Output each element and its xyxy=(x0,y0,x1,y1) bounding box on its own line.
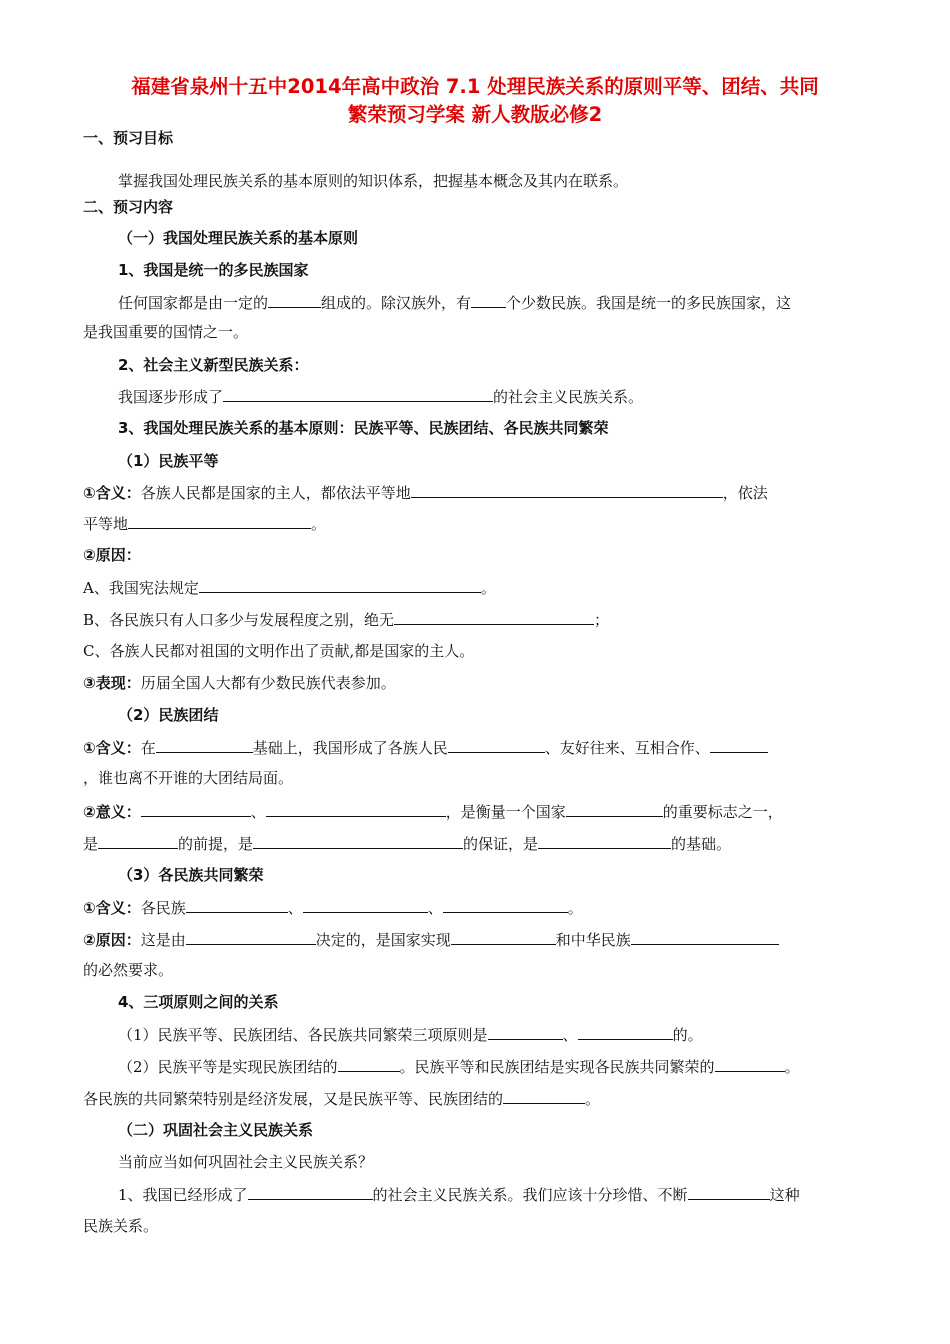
text-line: ，谁也离不开谁的大团结局面。 xyxy=(83,769,294,787)
principle-heading-unity: （2）民族团结 xyxy=(118,706,219,724)
point-heading-1: 1、我国是统一的多民族国家 xyxy=(118,261,309,279)
text: 平等地 xyxy=(83,515,129,533)
fill-blank[interactable] xyxy=(688,1184,770,1200)
text: 任何国家都是由一定的 xyxy=(118,294,269,312)
fill-blank[interactable] xyxy=(268,292,321,308)
fill-line xyxy=(83,513,326,534)
text: 。 xyxy=(311,515,327,533)
fill-line xyxy=(83,737,768,758)
text-line: 是我国重要的国情之一。 xyxy=(83,323,249,341)
label: ①含义： xyxy=(83,739,141,757)
fill-blank[interactable] xyxy=(451,929,556,945)
subsection-heading-principles: （一）我国处理民族关系的基本原则 xyxy=(118,229,359,247)
fill-blank[interactable] xyxy=(248,1184,373,1200)
text: B、各民族只有人口多少与发展程度之别，绝无 xyxy=(83,611,395,629)
text: 个少数民族。我国是统一的多民族国家，这 xyxy=(506,294,792,312)
fill-blank[interactable] xyxy=(715,1056,785,1072)
document-title xyxy=(70,73,880,129)
fill-blank[interactable] xyxy=(503,1088,585,1104)
label-reasons: ②原因： xyxy=(83,546,141,564)
fill-blank[interactable] xyxy=(186,929,316,945)
fill-line xyxy=(83,897,583,918)
text: 、友好往来、互相合作、 xyxy=(544,739,710,757)
text: 历届全国人大都有少数民族代表参加。 xyxy=(140,674,396,692)
text: 。 xyxy=(585,1090,601,1108)
fill-line xyxy=(83,577,496,598)
fill-line xyxy=(118,292,791,313)
fill-blank[interactable] xyxy=(253,833,463,849)
fill-blank[interactable] xyxy=(538,833,671,849)
text: 、 xyxy=(250,803,266,821)
text: ； xyxy=(594,611,610,629)
fill-blank[interactable] xyxy=(223,386,493,402)
fill-blank[interactable] xyxy=(266,801,446,817)
text: 的基础。 xyxy=(671,835,732,853)
label: ②意义： xyxy=(83,803,141,821)
fill-line xyxy=(118,1024,703,1045)
text: 、 xyxy=(562,1026,578,1044)
fill-line xyxy=(118,1056,800,1077)
fill-blank[interactable] xyxy=(303,897,428,913)
principle-heading-equality: （1）民族平等 xyxy=(118,452,219,470)
text: 的。 xyxy=(672,1026,703,1044)
point-heading-2: 2、社会主义新型民族关系： xyxy=(118,356,309,374)
text-line: 的必然要求。 xyxy=(83,961,174,979)
text: 。 xyxy=(784,1058,800,1076)
fill-blank[interactable] xyxy=(578,1024,673,1040)
title-line-2: 繁荣预习学案 新人教版必修2 xyxy=(347,103,603,126)
point-heading-4: 4、三项原则之间的关系 xyxy=(118,993,279,1011)
label: ③表现： xyxy=(83,674,141,692)
fill-blank[interactable] xyxy=(710,737,768,753)
fill-line xyxy=(83,609,609,630)
label: ①含义： xyxy=(83,484,141,502)
text: 各民族 xyxy=(140,899,186,917)
point-heading-3: 3、我国处理民族关系的基本原则：民族平等、民族团结、各民族共同繁荣 xyxy=(118,419,609,437)
text: 决定的，是国家实现 xyxy=(315,931,451,949)
fill-blank[interactable] xyxy=(471,292,506,308)
text: 、 xyxy=(427,899,443,917)
fill-line xyxy=(118,386,643,407)
fill-blank[interactable] xyxy=(631,929,779,945)
text: （2）民族平等是实现民族团结的 xyxy=(118,1058,338,1076)
text: 在 xyxy=(140,739,156,757)
section-heading-goals: 一、预习目标 xyxy=(83,129,174,147)
fill-line xyxy=(83,801,783,822)
text-line: C、各族人民都对祖国的文明作出了贡献,都是国家的主人。 xyxy=(83,642,475,660)
fill-blank[interactable] xyxy=(338,1056,400,1072)
fill-blank[interactable] xyxy=(128,513,311,529)
fill-blank[interactable] xyxy=(488,1024,563,1040)
fill-line xyxy=(83,929,779,950)
text: 是 xyxy=(83,835,99,853)
text: A、我国宪法规定 xyxy=(83,579,199,597)
fill-blank[interactable] xyxy=(141,801,251,817)
fill-blank[interactable] xyxy=(443,897,568,913)
text: 各民族的共同繁荣特别是经济发展，又是民族平等、民族团结的 xyxy=(83,1090,504,1108)
goals-text: 掌握我国处理民族关系的基本原则的知识体系，把握基本概念及其内在联系。 xyxy=(118,172,629,190)
section-heading-content: 二、预习内容 xyxy=(83,198,174,216)
text: 。民族平等和民族团结是实现各民族共同繁荣的 xyxy=(399,1058,715,1076)
text: 、 xyxy=(287,899,303,917)
fill-line xyxy=(83,833,731,854)
fill-line xyxy=(118,1184,800,1205)
text: 这种 xyxy=(769,1186,800,1204)
text: 。 xyxy=(480,579,496,597)
text: ，是衡量一个国家 xyxy=(445,803,566,821)
text-line: 民族关系。 xyxy=(83,1217,159,1235)
question-text: 当前应当如何巩固社会主义民族关系？ xyxy=(118,1153,374,1171)
text: 和中华民族 xyxy=(555,931,631,949)
text: 组成的。除汉族外，有 xyxy=(321,294,472,312)
fill-blank[interactable] xyxy=(186,897,288,913)
fill-blank[interactable] xyxy=(199,577,481,593)
text: ，依法 xyxy=(722,484,768,502)
subsection-heading-consolidate: （二）巩固社会主义民族关系 xyxy=(118,1121,314,1139)
text: 的社会主义民族关系。我们应该十分珍惜、不断 xyxy=(372,1186,688,1204)
text-line xyxy=(83,673,396,693)
principle-heading-prosperity: （3）各民族共同繁荣 xyxy=(118,866,264,884)
title-line-1: 福建省泉州十五中2014年高中政治 7.1 处理民族关系的原则平等、团结、共同 xyxy=(131,75,819,98)
fill-blank[interactable] xyxy=(394,609,594,625)
text: 的保证，是 xyxy=(463,835,539,853)
text: 1、我国已经形成了 xyxy=(118,1186,248,1204)
fill-blank[interactable] xyxy=(156,737,253,753)
label: ②原因： xyxy=(83,931,141,949)
text: 。 xyxy=(567,899,583,917)
text: 我国逐步形成了 xyxy=(118,388,224,406)
fill-blank[interactable] xyxy=(98,833,178,849)
text: 的前提，是 xyxy=(178,835,254,853)
text: 各族人民都是国家的主人，都依法平等地 xyxy=(140,484,411,502)
fill-line xyxy=(83,482,768,503)
fill-line xyxy=(83,1088,600,1109)
fill-blank[interactable] xyxy=(566,801,663,817)
text: 的社会主义民族关系。 xyxy=(493,388,644,406)
fill-blank[interactable] xyxy=(411,482,723,498)
text: 基础上，我国形成了各族人民 xyxy=(252,739,448,757)
fill-blank[interactable] xyxy=(448,737,545,753)
label: ①含义： xyxy=(83,899,141,917)
text: 的重要标志之一， xyxy=(662,803,783,821)
text: （1）民族平等、民族团结、各民族共同繁荣三项原则是 xyxy=(118,1026,488,1044)
text: 这是由 xyxy=(140,931,186,949)
